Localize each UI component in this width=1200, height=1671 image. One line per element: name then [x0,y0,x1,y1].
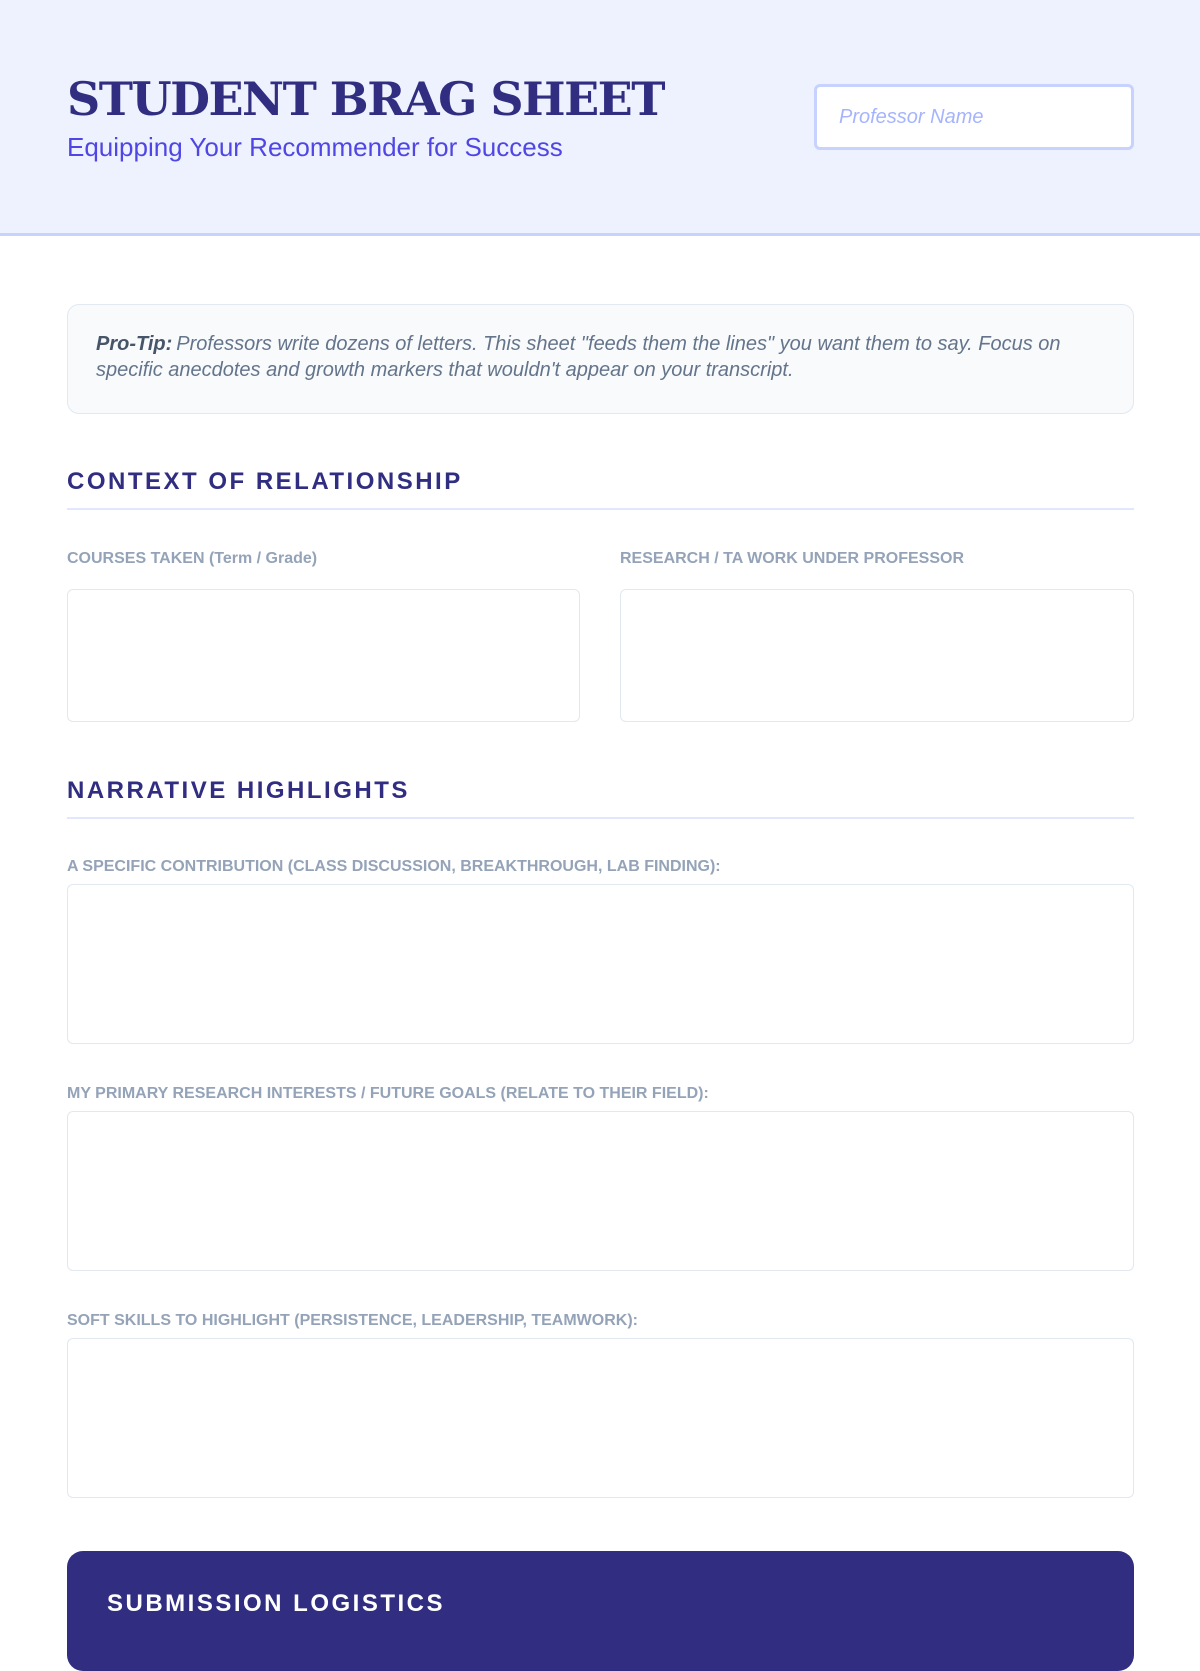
pro-tip-box [67,304,1134,414]
research-interests-label: MY PRIMARY RESEARCH INTERESTS / FUTURE GOALS (RELATE TO THEIR FIELD): [67,1085,709,1102]
section-heading-context: CONTEXT OF RELATIONSHIP [67,466,1134,510]
section-heading-narrative: NARRATIVE HIGHLIGHTS [67,775,1134,819]
page-subtitle: Equipping Your Recommender for Success [67,132,563,162]
pro-tip-text: Professors write dozens of letters. This sheet "feeds them the lines" you want them to say. Focus on specific anecdotes and growth markers that wouldn't appear on your transcript. [96,333,1061,381]
courses-taken-field[interactable] [67,589,580,722]
research-ta-field[interactable] [620,589,1134,722]
research-interests-field[interactable] [67,1111,1134,1271]
page-header [0,0,1200,236]
courses-taken-label: COURSES TAKEN (Term / Grade) [67,550,318,567]
soft-skills-field[interactable] [67,1338,1134,1498]
professor-name-input[interactable] [814,84,1134,150]
submission-logistics-panel [67,1551,1134,1671]
specific-contribution-label: A SPECIFIC CONTRIBUTION (CLASS DISCUSSION, BREAKTHROUGH, LAB FINDING): [67,858,721,875]
research-ta-label: RESEARCH / TA WORK UNDER PROFESSOR [620,550,965,567]
soft-skills-label: SOFT SKILLS TO HIGHLIGHT (PERSISTENCE, LEADERSHIP, TEAMWORK): [67,1312,638,1329]
specific-contribution-field[interactable] [67,884,1134,1044]
page-title: STUDENT BRAG SHEET [67,72,664,126]
pro-tip-label: Pro-Tip: [96,333,173,355]
submission-logistics-heading: SUBMISSION LOGISTICS [107,1590,446,1617]
